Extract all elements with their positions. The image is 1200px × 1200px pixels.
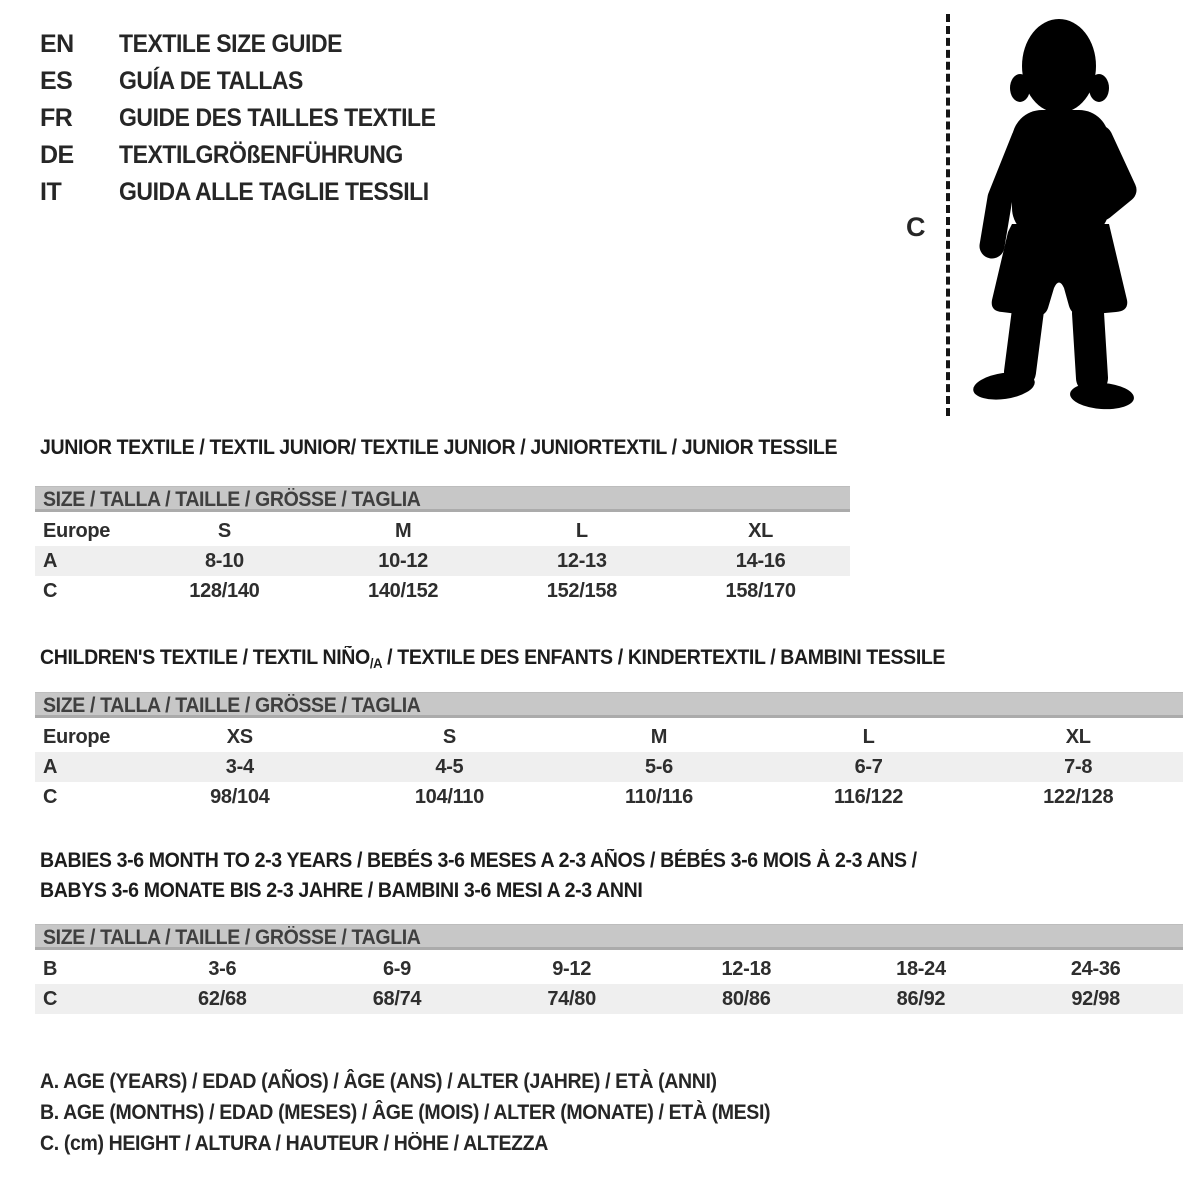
row-label: C xyxy=(43,785,58,808)
age-cell: 14-16 xyxy=(735,549,786,572)
measurement-legend xyxy=(40,1066,825,1159)
children-section-title xyxy=(40,646,945,671)
language-row xyxy=(40,63,463,100)
babies-size-header-text: SIZE / TALLA / TAILLE / GRÖSSE / TAGLIA xyxy=(43,926,421,949)
age-cell: 3-4 xyxy=(225,755,254,778)
height-measure-label: C xyxy=(906,212,926,242)
children-size-header-text: SIZE / TALLA / TAILLE / GRÖSSE / TAGLIA xyxy=(43,694,421,717)
age-cell: 6-7 xyxy=(854,755,883,778)
babies-size-table xyxy=(35,954,1183,1014)
size-cell: XS xyxy=(226,725,253,748)
language-code: DE xyxy=(40,141,74,169)
size-cell: XL xyxy=(748,519,774,542)
age-cell: 4-5 xyxy=(435,755,464,778)
babies-size-header-bar xyxy=(35,924,1183,950)
height-cell: 122/128 xyxy=(1043,785,1114,808)
guide-title-es: GUÍA DE TALLAS xyxy=(119,67,303,95)
language-row xyxy=(40,100,463,137)
guide-title-fr: GUIDE DES TAILLES TEXTILE xyxy=(119,104,436,132)
size-cell: XL xyxy=(1065,725,1091,748)
row-label: B xyxy=(43,957,58,980)
age-cell: 9-12 xyxy=(552,957,592,980)
table-row xyxy=(35,984,1183,1014)
toddler-silhouette-icon xyxy=(952,14,1147,414)
table-row xyxy=(35,752,1183,782)
table-row xyxy=(35,722,1183,752)
age-cell: 5-6 xyxy=(644,755,673,778)
height-cell: 92/98 xyxy=(1071,987,1120,1010)
age-cell: 24-36 xyxy=(1070,957,1121,980)
table-row xyxy=(35,782,1183,812)
language-code: EN xyxy=(40,30,74,58)
row-label: Europe xyxy=(43,519,111,542)
legend-line-a: A. AGE (YEARS) / EDAD (AÑOS) / ÂGE (ANS) / ALTER (JAHRE) / ETÀ (ANNI) xyxy=(40,1070,717,1093)
babies-section-title-line2: BABYS 3-6 MONATE BIS 2-3 JAHRE / BAMBINI 3-6 MESI A 2-3 ANNI xyxy=(40,879,643,902)
babies-section-title-line1: BABIES 3-6 MONTH TO 2-3 YEARS / BEBÉS 3-6 MESES A 2-3 AÑOS / BÉBÉS 3-6 MOIS À 2-3 ANS / xyxy=(40,849,917,872)
size-cell: S xyxy=(442,725,456,748)
junior-size-header-text: SIZE / TALLA / TAILLE / GRÖSSE / TAGLIA xyxy=(43,488,421,511)
table-row xyxy=(35,546,850,576)
height-cell: 98/104 xyxy=(210,785,270,808)
height-cell: 110/116 xyxy=(624,785,693,808)
junior-size-table xyxy=(35,516,850,606)
age-cell: 7-8 xyxy=(1064,755,1093,778)
height-cell: 74/80 xyxy=(547,987,596,1010)
language-title-list xyxy=(40,26,463,211)
children-size-header-bar xyxy=(35,692,1183,718)
row-label: C xyxy=(43,987,58,1010)
language-row xyxy=(40,137,463,174)
children-title-pre: CHILDREN'S TEXTILE / TEXTIL NIÑO xyxy=(40,646,370,669)
row-label: Europe xyxy=(43,725,111,748)
height-cell: 128/140 xyxy=(189,579,260,602)
junior-section-title: JUNIOR TEXTILE / TEXTIL JUNIOR/ TEXTILE JUNIOR / JUNIORTEXTIL / JUNIOR TESSILE xyxy=(40,436,838,459)
size-cell: M xyxy=(650,725,668,748)
junior-size-header-bar xyxy=(35,486,850,512)
guide-title-de: TEXTILGRÖßENFÜHRUNG xyxy=(119,141,403,169)
height-measure-dashed-line xyxy=(946,14,950,416)
language-row xyxy=(40,26,463,63)
height-cell: 104/110 xyxy=(414,785,484,808)
age-cell: 12-13 xyxy=(557,549,607,572)
size-cell: L xyxy=(862,725,875,748)
row-label: C xyxy=(43,579,58,602)
height-cell: 140/152 xyxy=(368,579,439,602)
size-cell: S xyxy=(217,519,231,542)
age-cell: 6-9 xyxy=(382,957,411,980)
language-code: FR xyxy=(40,104,73,132)
height-cell: 62/68 xyxy=(198,987,247,1010)
height-cell: 158/170 xyxy=(725,579,796,602)
language-row xyxy=(40,174,463,211)
guide-title-it: GUIDA ALLE TAGLIE TESSILI xyxy=(119,178,429,206)
guide-title-en: TEXTILE SIZE GUIDE xyxy=(119,30,343,58)
legend-line-c: C. (cm) HEIGHT / ALTURA / HAUTEUR / HÖHE / ALTEZZA xyxy=(40,1132,548,1155)
children-title-sub: /A xyxy=(369,655,383,671)
language-code: IT xyxy=(40,178,62,206)
table-row xyxy=(35,954,1183,984)
language-code: ES xyxy=(40,67,73,95)
height-cell: 68/74 xyxy=(372,987,422,1010)
table-row xyxy=(35,576,850,606)
table-row xyxy=(35,516,850,546)
children-title-post: / TEXTILE DES ENFANTS / KINDERTEXTIL / BAMBINI TESSILE xyxy=(382,646,946,669)
legend-line-b: B. AGE (MONTHS) / EDAD (MESES) / ÂGE (MOIS) / ALTER (MONATE) / ETÀ (MESI) xyxy=(40,1101,771,1124)
size-cell: M xyxy=(394,519,412,542)
height-cell: 86/92 xyxy=(896,987,946,1010)
age-cell: 8-10 xyxy=(204,549,244,572)
age-cell: 10-12 xyxy=(378,549,428,572)
children-size-table xyxy=(35,722,1183,812)
height-cell: 80/86 xyxy=(722,987,771,1010)
size-cell: L xyxy=(575,519,588,542)
height-cell: 116/122 xyxy=(834,785,904,808)
age-cell: 12-18 xyxy=(721,957,772,980)
age-cell: 18-24 xyxy=(896,957,946,980)
age-cell: 3-6 xyxy=(208,957,237,980)
row-label: A xyxy=(43,549,58,572)
height-cell: 152/158 xyxy=(546,579,617,602)
row-label: A xyxy=(43,755,58,778)
